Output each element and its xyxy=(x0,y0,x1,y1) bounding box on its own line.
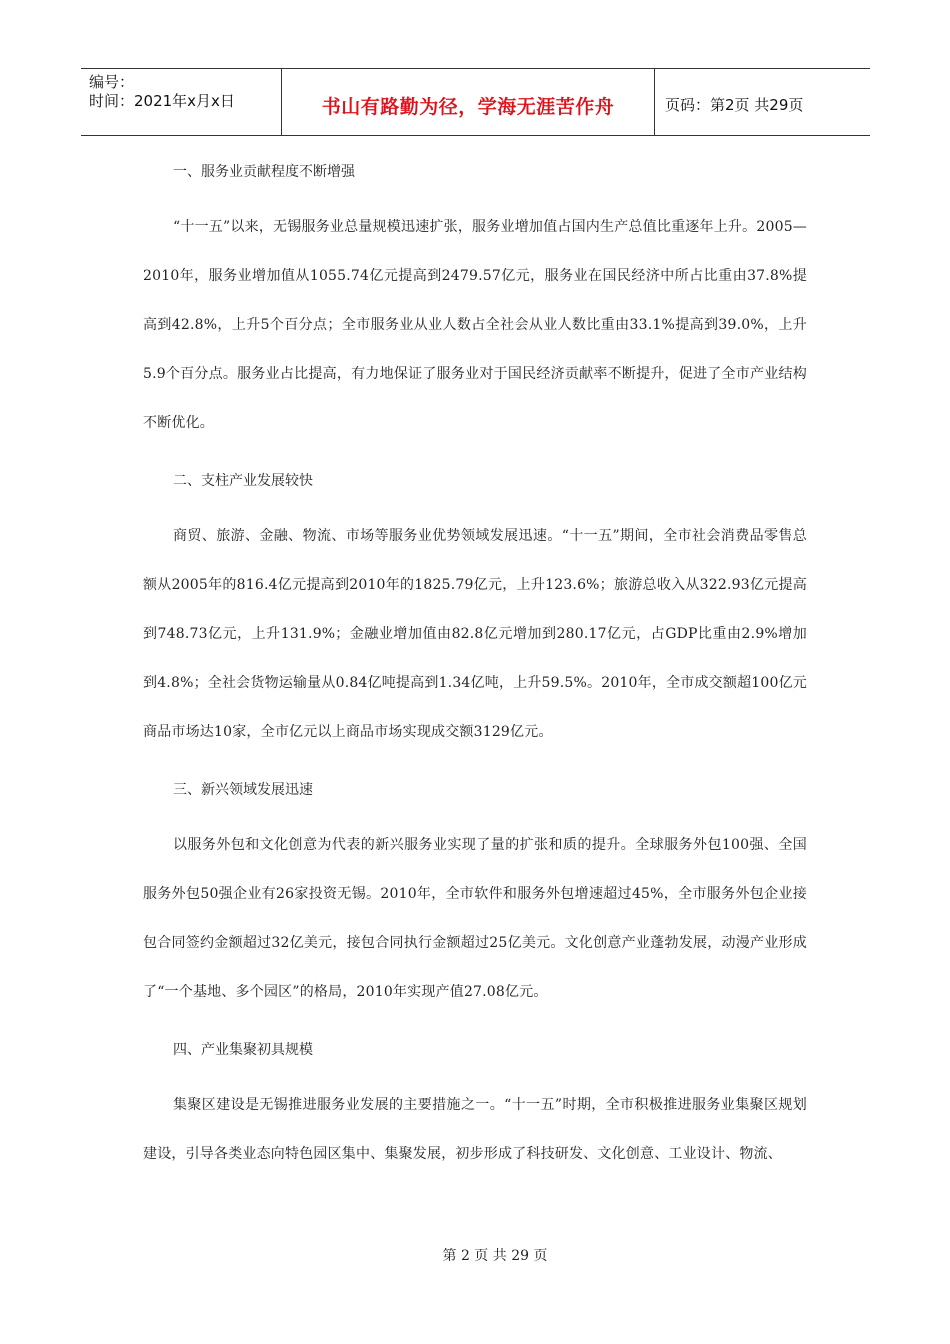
document-body xyxy=(143,150,807,1190)
section-paragraph-3: 以服务外包和文化创意为代表的新兴服务业实现了量的扩张和质的提升。全球服务外包100强、全国服务外包50强企业有26家投资无锡。2010年，全市软件和服务外包增速超过45%，全市服务外包企业接包合同签约金额超过32亿美元，接包合同执行金额超过25亿美元。文化创意产业蓬勃发展，动漫产业形成了“一个基地、多个园区”的格局，2010年实现产值27.08亿元。 xyxy=(143,837,807,1000)
header-motto: 书山有路勤为径，学海无涯苦作舟 xyxy=(321,95,615,118)
page-footer: 第 2 页 共 29 页 xyxy=(442,1248,548,1264)
header-motto-cell xyxy=(282,69,655,135)
section-paragraph-1: “十一五”以来，无锡服务业总量规模迅速扩张，服务业增加值占国内生产总值比重逐年上升。2005—2010年，服务业增加值从1055.74亿元提高到2479.57亿元，服务业在国民经济中所占比重由37.8%提高到42.8%，上升5个百分点；全市服务业从业人数占全社会从业人数比重由33.1%提高到39.0%，上升5.9个百分点。服务业占比提高，有力地保证了服务业对于国民经济贡献率不断提升，促进了全市产业结构不断优化。 xyxy=(143,219,807,431)
page-header xyxy=(81,68,870,136)
header-page-info: 页码：第2页 共29页 xyxy=(665,95,804,114)
section-paragraph-4: 集聚区建设是无锡推进服务业发展的主要措施之一。“十一五”时期，全市积极推进服务业集聚区规划建设，引导各类业态向特色园区集中、集聚发展，初步形成了科技研发、文化创意、工业设计、物流、 xyxy=(143,1097,807,1162)
document-time-label: 时间：2021年x月x日 xyxy=(89,92,235,110)
document-number-label: 编号： xyxy=(89,73,135,91)
section-heading-2: 二、支柱产业发展较快 xyxy=(173,473,313,489)
section-heading-1: 一、服务业贡献程度不断增强 xyxy=(173,164,355,180)
section-heading-4: 四、产业集聚初具规模 xyxy=(173,1042,313,1058)
section-paragraph-2: 商贸、旅游、金融、物流、市场等服务业优势领域发展迅速。“十一五”期间，全市社会消费品零售总额从2005年的816.4亿元提高到2010年的1825.79亿元，上升123.6%；旅游总收入从322.93亿元提高到748.73亿元，上升131.9%；金融业增加值由82.8亿元增加到280.17亿元，占GDP比重由2.9%增加到4.8%；全社会货物运输量从0.84亿吨提高到1.34亿吨，上升59.5%。2010年，全市成交额超100亿元商品市场达10家，全市亿元以上商品市场实现成交额3129亿元。 xyxy=(143,528,807,740)
header-meta xyxy=(81,69,282,135)
section-heading-3: 三、新兴领域发展迅速 xyxy=(173,782,313,798)
